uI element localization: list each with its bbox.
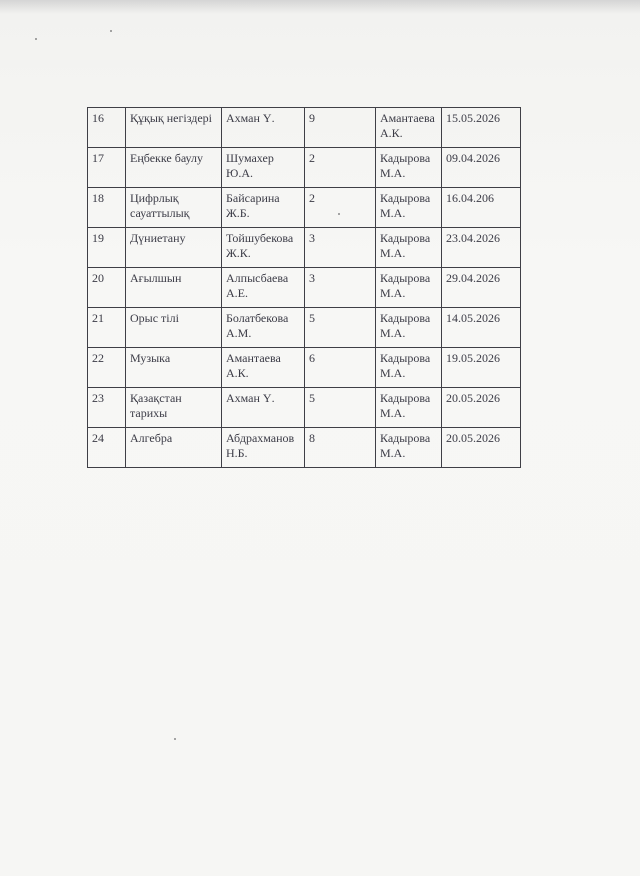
- row-number: 24: [88, 428, 126, 468]
- teacher-cell: Ахман Ү.: [222, 388, 305, 428]
- teacher-cell: Тойшубекова Ж.К.: [222, 228, 305, 268]
- subject-cell: Алгебра: [126, 428, 222, 468]
- date-cell: 14.05.2026: [442, 308, 521, 348]
- date-cell: 19.05.2026: [442, 348, 521, 388]
- table-row: [88, 188, 521, 228]
- date-cell: 20.05.2026: [442, 388, 521, 428]
- teacher-cell: Болатбекова А.М.: [222, 308, 305, 348]
- row-number: 19: [88, 228, 126, 268]
- page-top-shadow: [0, 0, 640, 14]
- grade-cell: 6: [305, 348, 376, 388]
- table-row: [88, 148, 521, 188]
- scan-speck: [35, 38, 37, 40]
- scan-speck: [174, 738, 176, 740]
- checker-cell: Кадырова М.А.: [376, 268, 442, 308]
- checker-cell: Кадырова М.А.: [376, 148, 442, 188]
- date-cell: 15.05.2026: [442, 108, 521, 148]
- table-row: [88, 268, 521, 308]
- table-row: [88, 308, 521, 348]
- checker-cell: Кадырова М.А.: [376, 308, 442, 348]
- grade-cell: 2: [305, 148, 376, 188]
- grade-cell: 3: [305, 228, 376, 268]
- table-row: [88, 388, 521, 428]
- row-number: 18: [88, 188, 126, 228]
- checker-cell: Кадырова М.А.: [376, 428, 442, 468]
- checker-cell: Кадырова М.А.: [376, 228, 442, 268]
- subject-cell: Орыс тілі: [126, 308, 222, 348]
- grade-cell: 8: [305, 428, 376, 468]
- table-row: [88, 348, 521, 388]
- grade-cell: 5: [305, 308, 376, 348]
- row-number: 21: [88, 308, 126, 348]
- teacher-cell: Абдрахманов Н.Б.: [222, 428, 305, 468]
- subject-cell: Дүниетану: [126, 228, 222, 268]
- date-cell: 29.04.2026: [442, 268, 521, 308]
- subject-cell: Музыка: [126, 348, 222, 388]
- teacher-cell: Алпысбаева А.Е.: [222, 268, 305, 308]
- grade-cell: 3: [305, 268, 376, 308]
- row-number: 22: [88, 348, 126, 388]
- teacher-cell: Ахман Ү.: [222, 108, 305, 148]
- subject-cell: Цифрлық сауаттылық: [126, 188, 222, 228]
- row-number: 23: [88, 388, 126, 428]
- teacher-cell: Байсарина Ж.Б.: [222, 188, 305, 228]
- table-row: [88, 108, 521, 148]
- grade-cell: 2: [305, 188, 376, 228]
- row-number: 16: [88, 108, 126, 148]
- date-cell: 23.04.2026: [442, 228, 521, 268]
- checker-cell: Амантаева А.К.: [376, 108, 442, 148]
- checker-cell: Кадырова М.А.: [376, 188, 442, 228]
- subject-cell: Еңбекке баулу: [126, 148, 222, 188]
- schedule-table: [87, 107, 521, 468]
- subject-cell: Құқық негіздері: [126, 108, 222, 148]
- date-cell: 20.05.2026: [442, 428, 521, 468]
- date-cell: 16.04.206: [442, 188, 521, 228]
- row-number: 20: [88, 268, 126, 308]
- scan-speck: [110, 30, 112, 32]
- row-number: 17: [88, 148, 126, 188]
- grade-cell: 9: [305, 108, 376, 148]
- checker-cell: Кадырова М.А.: [376, 348, 442, 388]
- subject-cell: Қазақстан тарихы: [126, 388, 222, 428]
- table-row: [88, 428, 521, 468]
- date-cell: 09.04.2026: [442, 148, 521, 188]
- subject-cell: Ағылшын: [126, 268, 222, 308]
- grade-cell: 5: [305, 388, 376, 428]
- table-row: [88, 228, 521, 268]
- teacher-cell: Амантаева А.К.: [222, 348, 305, 388]
- teacher-cell: Шумахер Ю.А.: [222, 148, 305, 188]
- checker-cell: Кадырова М.А.: [376, 388, 442, 428]
